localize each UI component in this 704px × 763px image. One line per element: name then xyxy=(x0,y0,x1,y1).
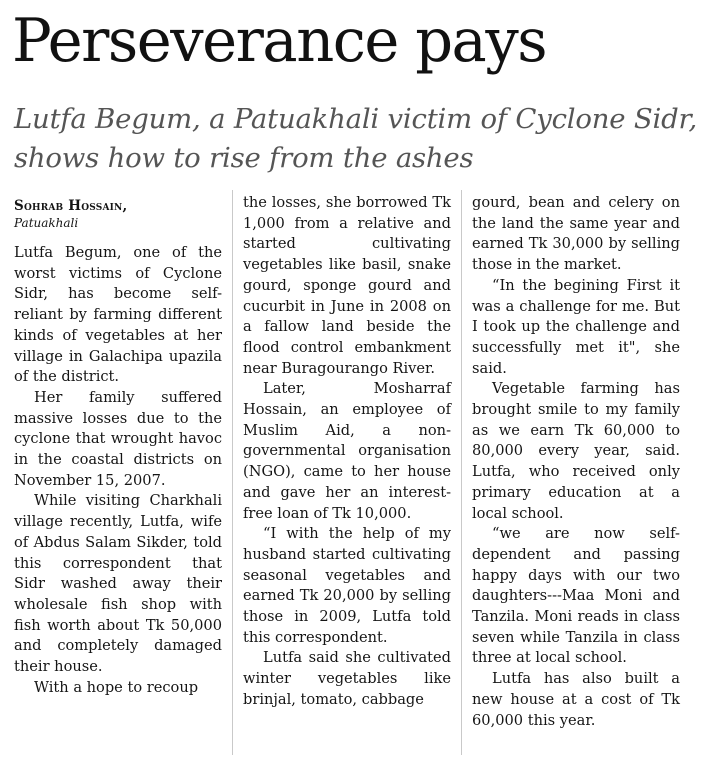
article-column-1 xyxy=(14,197,222,698)
headline: Perseverance pays xyxy=(12,6,547,76)
paragraph: gourd, bean and celery on the land the same year and earned Tk 30,000 by selling those in the market. xyxy=(472,194,680,274)
byline: Sohrab Hossain, xyxy=(14,198,128,214)
paragraph: “I with the help of my husband started cultivating seasonal vegetables and earned Tk 20,000 by selling those in 2009, Lutfa told this correspondent. xyxy=(243,525,451,646)
paragraph: “we are now self-dependent and passing happy days with our two daughters---Maa Moni and Tanzila. Moni reads in class seven while Tanzila in class three at local school. xyxy=(472,525,680,667)
column-divider xyxy=(232,190,233,755)
paragraph: Lutfa Begum, one of the worst victims of Cyclone Sidr, has become self-reliant by farming different kinds of vegetables at her village in Galachipa upazila of the district. xyxy=(14,244,222,386)
paragraph: Lutfa said she cultivated winter vegetables like brinjal, tomato, cabbage xyxy=(243,649,451,708)
dateline: Patuakhali xyxy=(14,216,79,230)
paragraph: Vegetable farming has brought smile to my family as we earn Tk 60,000 to 80,000 every year, said. Lutfa, who received only primary education at a local school. xyxy=(472,380,680,522)
paragraph: With a hope to recoup xyxy=(34,678,199,696)
article-column-3 xyxy=(472,193,680,731)
column-divider xyxy=(461,190,462,755)
paragraph: Her family suffered massive losses due to the cyclone that wrought havoc in the coastal districts on November 15, 2007. xyxy=(14,388,222,489)
paragraph: the losses, she borrowed Tk 1,000 from a relative and started cultivating vegetables like basil, snake gourd, sponge gourd and cucurbit in June in 2008 on a fallow land beside the flood control embankment near Buragourango River. xyxy=(243,194,451,377)
paragraph: Later, Mosharraf Hossain, an employee of Muslim Aid, a non-governmental organisation (NGO), came to her house and gave her an interest-free loan of Tk 10,000. xyxy=(243,380,451,522)
subheadline: Lutfa Begum, a Patuakhali victim of Cyclone Sidr, shows how to rise from the ashes xyxy=(14,103,697,174)
paragraph: Lutfa has also built a new house at a cost of Tk 60,000 this year. xyxy=(472,670,680,729)
paragraph: “In the begining First it was a challenge for me. But I took up the challenge and successfully met it", she said. xyxy=(472,276,680,377)
article-column-2 xyxy=(243,193,451,711)
paragraph: While visiting Charkhali village recently, Lutfa, wife of Abdus Salam Sikder, told this correspondent that Sidr washed away their wholesale fish shop with fish worth about Tk 50,000 and completely damaged their house. xyxy=(14,492,222,676)
